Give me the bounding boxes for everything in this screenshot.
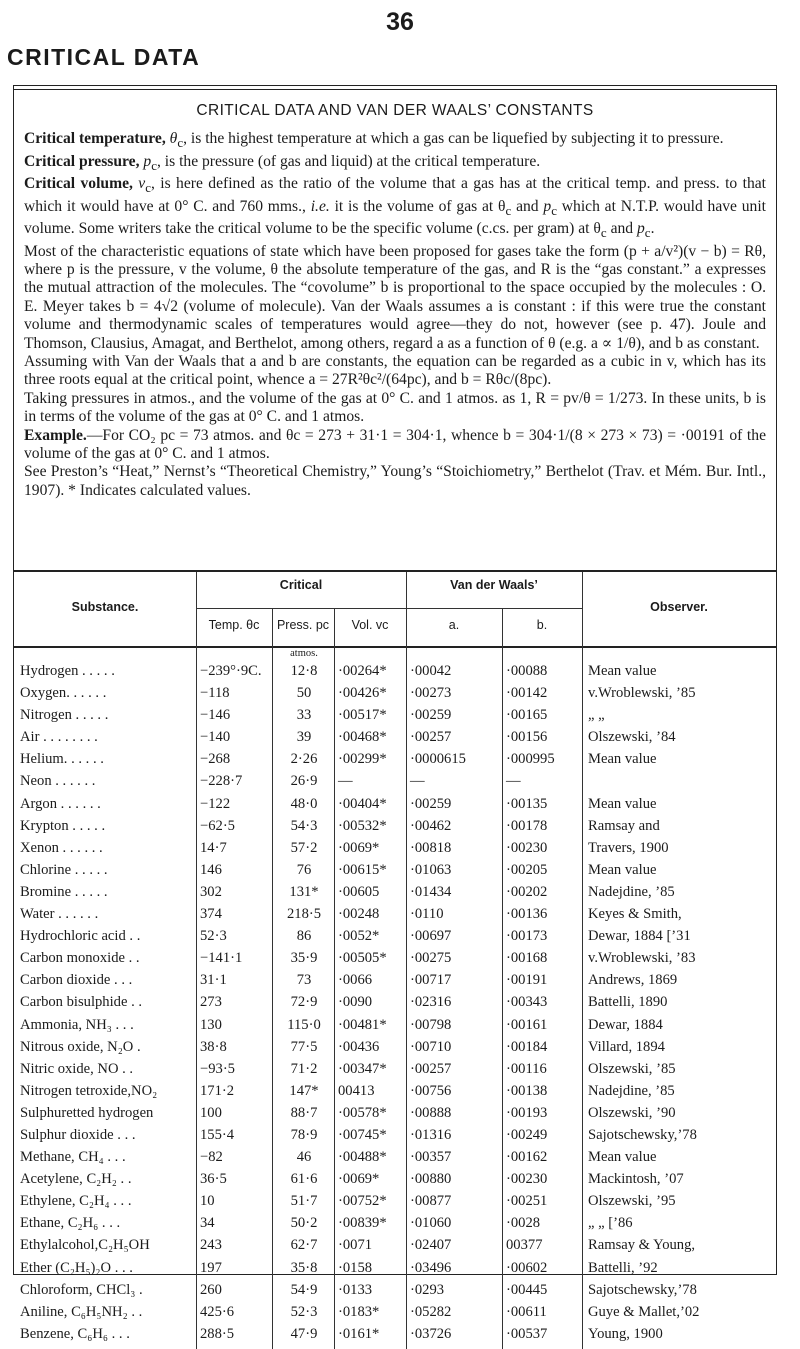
cell-temp: 34 xyxy=(200,1215,215,1232)
cell-b: ·00191 xyxy=(506,972,548,989)
cell-temp: −268 xyxy=(200,751,231,768)
cell-press: 61·6 xyxy=(290,1171,318,1188)
cell-observer: „ „ [’86 xyxy=(588,1215,633,1232)
col-rule xyxy=(502,608,503,646)
cell-observer: Ramsay & Young, xyxy=(588,1237,696,1254)
cell-substance: Carbon bisulphide . . xyxy=(20,994,143,1011)
cell-a: ·00818 xyxy=(410,839,452,856)
cell-temp: 36·5 xyxy=(200,1171,227,1188)
cell-vol: ·0133 xyxy=(338,1281,373,1298)
constants-table xyxy=(14,570,776,1345)
cell-press: 47·9 xyxy=(290,1325,318,1342)
cell-vol: ·00436 xyxy=(338,1038,380,1055)
cell-observer: Nadejdine, ’85 xyxy=(588,883,675,900)
header-observer: Observer. xyxy=(650,600,708,614)
cell-b: ·00205 xyxy=(506,861,548,878)
cell-vol: ·00481* xyxy=(338,1016,387,1033)
cell-temp: −141·1 xyxy=(200,950,243,967)
cell-b: ·00135 xyxy=(506,795,548,812)
cell-temp: 10 xyxy=(200,1193,215,1210)
cell-press: 88·7 xyxy=(290,1104,318,1121)
cell-b: ·00168 xyxy=(506,950,548,967)
cell-temp: 260 xyxy=(200,1281,222,1298)
cell-substance: Water . . . . . . xyxy=(20,906,99,923)
cell-b: ·00165 xyxy=(506,707,548,724)
cell-vol: ·00745* xyxy=(338,1126,387,1143)
cell-press: 62·7 xyxy=(290,1237,318,1254)
cell-temp: 100 xyxy=(200,1104,222,1121)
definition-critical-temperature: Critical temperature, $\theta_c$, is the highest temperature at which a gas can be liquefied by subjecting it to pressure. xyxy=(24,130,724,151)
cell-vol: ·00505* xyxy=(338,950,387,967)
cell-observer: Battelli, 1890 xyxy=(588,994,668,1011)
cell-temp: 374 xyxy=(200,906,222,923)
cell-a: ·0293 xyxy=(410,1281,445,1298)
col-rule xyxy=(582,572,583,646)
cell-a: ·01060 xyxy=(410,1215,452,1232)
header-b: b. xyxy=(536,618,548,632)
cell-vol: ·0052* xyxy=(338,928,380,945)
cell-b: ·00202 xyxy=(506,883,548,900)
cell-b: ·0028 xyxy=(506,1215,541,1232)
cell-observer: v.Wroblewski, ’83 xyxy=(588,950,696,967)
cell-temp: 52·3 xyxy=(200,928,227,945)
cell-observer: Mean value xyxy=(588,795,657,812)
cell-b: ·00230 xyxy=(506,839,548,856)
cell-b: ·00611 xyxy=(506,1303,547,1320)
table-row xyxy=(14,793,776,815)
cell-temp: 130 xyxy=(200,1016,222,1033)
cell-vol: — xyxy=(338,773,353,790)
cell-temp: −93·5 xyxy=(200,1060,235,1077)
cell-press: 71·2 xyxy=(290,1060,318,1077)
cell-a: ·03726 xyxy=(410,1325,452,1342)
cell-temp: 425·6 xyxy=(200,1303,235,1320)
cell-vol: ·00426* xyxy=(338,685,387,702)
cell-substance: Ethylene, C₂H₄ . . . xyxy=(20,1193,132,1210)
cell-observer: Mackintosh, ’07 xyxy=(588,1171,684,1188)
cell-substance: Krypton . . . . . xyxy=(20,817,106,834)
cell-press: 35·8 xyxy=(290,1259,318,1276)
header-press: Press. pc xyxy=(276,618,330,632)
cell-observer: Mean value xyxy=(588,1149,657,1166)
cell-substance: Oxygen. . . . . . xyxy=(20,685,107,702)
cell-vol: ·0066 xyxy=(338,972,373,989)
cell-vol: ·00404* xyxy=(338,795,387,812)
section-title: CRITICAL DATA AND VAN DER WAALS’ CONSTANTS xyxy=(196,102,594,119)
table-row xyxy=(14,726,776,748)
cell-vol: ·00517* xyxy=(338,707,387,724)
cell-observer: Sajotschewsky,’78 xyxy=(588,1281,697,1298)
cell-substance: Sulphur dioxide . . . xyxy=(20,1126,136,1143)
table-row xyxy=(14,1080,776,1102)
cell-observer: Mean value xyxy=(588,861,657,878)
cell-substance: Nitric oxide, NO . . xyxy=(20,1060,134,1077)
cell-a: ·00257 xyxy=(410,1060,452,1077)
cell-observer: Young, 1900 xyxy=(588,1325,663,1342)
cell-observer: Mean value xyxy=(588,663,657,679)
cell-a: ·00357 xyxy=(410,1149,452,1166)
cell-temp: 197 xyxy=(200,1259,222,1276)
cell-a: ·01434 xyxy=(410,883,452,900)
cell-press: 77·5 xyxy=(290,1038,318,1055)
cell-press: 12·8 xyxy=(290,663,318,679)
col-rule xyxy=(272,608,273,646)
cell-b: ·00136 xyxy=(506,906,548,923)
table-row xyxy=(14,969,776,991)
cell-observer: Ramsay and xyxy=(588,817,660,834)
references-paragraph: See Preston’s “Heat,” Nernst’s “Theoretical Chemistry,” Young’s “Stoichiometry,” Berthelot (Trav. et Mém. Bur. Intl., 1907). * Indicates calculated values. xyxy=(24,463,766,499)
cell-observer: Keyes & Smith, xyxy=(588,906,682,923)
cell-vol: ·00615* xyxy=(338,861,387,878)
cell-vol: ·00578* xyxy=(338,1104,387,1121)
cell-observer: Battelli, ’92 xyxy=(588,1259,658,1276)
cell-substance: Methane, CH₄ . . . xyxy=(20,1149,126,1166)
table-row xyxy=(14,815,776,837)
cell-substance: Ethane, C₂H₆ . . . xyxy=(20,1215,121,1232)
cell-substance: Benzene, C₆H₆ . . . xyxy=(20,1325,130,1342)
cell-press: 73 xyxy=(296,972,312,989)
cell-substance: Nitrogen . . . . . xyxy=(20,707,109,724)
cell-observer: „ „ xyxy=(588,707,605,724)
table-header xyxy=(14,570,776,648)
table-row xyxy=(14,748,776,770)
cell-press: 78·9 xyxy=(290,1126,318,1143)
cell-substance: Aniline, C₆H₅NH₂ . . xyxy=(20,1303,143,1320)
cell-a: ·00259 xyxy=(410,795,452,812)
cell-press: 115·0 xyxy=(287,1016,321,1033)
cell-observer: Olszewski, ’90 xyxy=(588,1104,676,1121)
cell-temp: −239°·9C. xyxy=(200,663,262,679)
cell-a: ·00877 xyxy=(410,1193,452,1210)
header-vol: Vol. vc xyxy=(351,618,389,632)
cell-observer: Mean value xyxy=(588,751,657,768)
header-a: a. xyxy=(448,618,460,632)
cell-a: ·00888 xyxy=(410,1104,452,1121)
cell-substance: Neon . . . . . . xyxy=(20,773,96,790)
cell-press: 46 xyxy=(296,1149,312,1166)
header-temp: Temp. θc xyxy=(208,618,260,632)
cell-vol: ·00839* xyxy=(338,1215,387,1232)
cell-a: ·00717 xyxy=(410,972,452,989)
cell-press: 218·5 xyxy=(286,906,322,923)
cell-press: 50·2 xyxy=(290,1215,318,1232)
table-row xyxy=(14,682,776,704)
cell-press: 54·3 xyxy=(290,817,318,834)
cell-press: 131* xyxy=(289,883,319,900)
cell-vol: ·00605 xyxy=(338,883,380,900)
cell-press: 50 xyxy=(296,685,312,702)
cell-a: ·00798 xyxy=(410,1016,452,1033)
cell-a: ·0110 xyxy=(410,906,444,923)
table-row xyxy=(14,1058,776,1080)
cell-vol: ·00264* xyxy=(338,663,387,679)
cell-a: ·00275 xyxy=(410,950,452,967)
cell-a: ·00259 xyxy=(410,707,452,724)
cell-substance: Acetylene, C₂H₂ . . xyxy=(20,1171,132,1188)
table-row xyxy=(14,925,776,947)
cell-press: 48·0 xyxy=(290,795,318,812)
cell-substance: Hydrogen . . . . . xyxy=(20,663,115,679)
cell-b: ·00156 xyxy=(506,729,548,746)
cell-a: — xyxy=(410,773,425,790)
cell-temp: 31·1 xyxy=(200,972,227,989)
cell-press: 2·26 xyxy=(290,751,318,768)
cell-temp: −62·5 xyxy=(200,817,235,834)
cell-observer: Olszewski, ’85 xyxy=(588,1060,676,1077)
cell-a: ·00042 xyxy=(410,663,452,679)
table-row xyxy=(14,770,776,792)
cell-vol: 00413 xyxy=(338,1082,375,1099)
frame-double-rule xyxy=(14,89,776,90)
cell-temp: 38·8 xyxy=(200,1038,227,1055)
cell-substance: Xenon . . . . . . xyxy=(20,839,103,856)
header-substance: Substance. xyxy=(71,600,139,614)
cell-temp: −140 xyxy=(200,729,231,746)
cell-temp: −82 xyxy=(200,1149,223,1166)
cell-a: ·03496 xyxy=(410,1259,452,1276)
cell-a: ·01063 xyxy=(410,861,452,878)
cell-temp: 155·4 xyxy=(200,1126,235,1143)
cell-substance: Argon . . . . . . xyxy=(20,795,101,812)
cell-temp: −146 xyxy=(200,707,231,724)
table-row xyxy=(14,881,776,903)
cell-a: ·00257 xyxy=(410,729,452,746)
cell-observer: Dewar, 1884 xyxy=(588,1016,663,1033)
cell-a: ·00697 xyxy=(410,928,452,945)
cell-substance: Sulphuretted hydrogen xyxy=(20,1104,154,1121)
cell-observer: Villard, 1894 xyxy=(588,1038,665,1055)
cell-temp: −118 xyxy=(200,685,230,702)
cell-substance: Ethylalcohol,C₂H₅OH xyxy=(20,1237,150,1254)
cell-substance: Nitrous oxide, N₂O . xyxy=(20,1038,141,1055)
cell-temp: 273 xyxy=(200,994,222,1011)
intro-text xyxy=(24,130,766,500)
header-critical: Critical xyxy=(279,578,323,592)
col-rule xyxy=(334,608,335,646)
cell-substance: Air . . . . . . . . xyxy=(20,729,98,746)
cell-vol: ·0069* xyxy=(338,839,380,856)
cell-substance: Nitrogen tetroxide,NO₂ xyxy=(20,1082,158,1099)
units-row xyxy=(14,648,776,660)
units-paragraph: Taking pressures in atmos., and the volume of the gas at 0° C. and 1 atmos. as 1, R = pv/θ = 1/273. In these units, b is in terms of the volume of the gas at 0° C. and 1 atmos. xyxy=(24,389,766,426)
cell-temp: 146 xyxy=(200,861,222,878)
cell-vol: ·0071 xyxy=(338,1237,373,1254)
table-row xyxy=(14,704,776,726)
cell-press: 54·9 xyxy=(290,1281,318,1298)
cell-vol: ·0069* xyxy=(338,1171,380,1188)
cell-b: ·00138 xyxy=(506,1082,548,1099)
table-row xyxy=(14,947,776,969)
table-row xyxy=(14,1168,776,1190)
cell-press: 35·9 xyxy=(290,950,318,967)
cell-vol: ·00347* xyxy=(338,1060,387,1077)
cell-a: ·00462 xyxy=(410,817,452,834)
cell-substance: Helium. . . . . . xyxy=(20,751,104,768)
running-head: CRITICAL DATA xyxy=(7,44,201,70)
cell-b: 00377 xyxy=(506,1237,543,1254)
table-row xyxy=(14,991,776,1013)
cell-b: ·00230 xyxy=(506,1171,548,1188)
cell-press: 39 xyxy=(296,729,312,746)
cell-a: ·05282 xyxy=(410,1303,452,1320)
cell-observer: Olszewski, ’84 xyxy=(588,729,676,746)
cell-temp: 171·2 xyxy=(200,1082,235,1099)
cell-b: ·00162 xyxy=(506,1149,548,1166)
cell-temp: 302 xyxy=(200,883,222,900)
cell-vol: ·0158 xyxy=(338,1259,373,1276)
cell-temp: 14·7 xyxy=(200,839,227,856)
cell-a: ·01316 xyxy=(410,1126,452,1143)
table-row xyxy=(14,1234,776,1256)
cell-b: ·00193 xyxy=(506,1104,548,1121)
cell-press: 147* xyxy=(289,1082,319,1099)
table-row xyxy=(14,660,776,682)
definition-critical-pressure: Critical pressure, $p_c$, is the pressure (of gas and liquid) at the critical temperature. xyxy=(24,152,541,173)
cell-substance: Ammonia, NH₃ . . . xyxy=(20,1016,134,1033)
cell-vol: ·00468* xyxy=(338,729,387,746)
cell-vol: ·00299* xyxy=(338,751,387,768)
cell-b: ·00251 xyxy=(506,1193,548,1210)
cell-b: ·00249 xyxy=(506,1126,548,1143)
cell-press: 57·2 xyxy=(290,839,318,856)
cell-b: ·00116 xyxy=(506,1060,547,1077)
cell-b: ·00445 xyxy=(506,1281,548,1298)
cell-substance: Ether (C₂H₅)₂O . . . xyxy=(20,1259,133,1276)
cell-press: 86 xyxy=(296,928,312,945)
cell-vol: ·0161* xyxy=(338,1325,380,1342)
cell-a: ·00756 xyxy=(410,1082,452,1099)
table-row xyxy=(14,1124,776,1146)
cell-b: ·00173 xyxy=(506,928,548,945)
cell-b: ·00088 xyxy=(506,663,548,679)
cell-press: 26·9 xyxy=(290,773,318,790)
cell-b: ·00161 xyxy=(506,1016,548,1033)
cell-a: ·0000615 xyxy=(410,751,466,768)
cell-a: ·02407 xyxy=(410,1237,452,1254)
table-body xyxy=(14,648,776,1345)
cell-press: 33 xyxy=(296,707,312,724)
table-row xyxy=(14,1146,776,1168)
cell-b: ·000995 xyxy=(506,751,555,768)
table-row xyxy=(14,1102,776,1124)
cell-substance: Bromine . . . . . xyxy=(20,883,108,900)
cell-press: 72·9 xyxy=(290,994,318,1011)
cell-a: ·02316 xyxy=(410,994,452,1011)
table-row xyxy=(14,1036,776,1058)
example-paragraph: Example.—For CO₂ pc = 73 atmos. and θc = 273 + 31·1 = 304·1, whence b = 304·1/(8 × 273 × 73) = ·00191 of the volume of the gas at 0° C. and 1 atmos. xyxy=(24,426,766,463)
page-number: 36 xyxy=(386,8,414,36)
cell-a: ·00273 xyxy=(410,685,452,702)
table-row xyxy=(14,1190,776,1212)
cubic-roots-paragraph: Assuming with Van der Waals that a and b are constants, the equation can be regarded as a cubic in v, which has its three roots equal at the critical point, whence a = 27R²θc²/(64pc), and b = Rθc/(8pc). xyxy=(24,353,766,389)
cell-b: ·00178 xyxy=(506,817,548,834)
table-row xyxy=(14,903,776,925)
cell-observer: Sajotschewsky,’78 xyxy=(588,1126,697,1143)
cell-temp: 243 xyxy=(200,1237,222,1254)
article-frame xyxy=(13,85,777,1342)
cell-b: ·00142 xyxy=(506,685,548,702)
cell-b: — xyxy=(506,773,521,790)
cell-b: ·00184 xyxy=(506,1038,548,1055)
table-row xyxy=(14,837,776,859)
cell-observer: Nadejdine, ’85 xyxy=(588,1082,675,1099)
cell-press: 52·3 xyxy=(290,1303,318,1320)
cell-substance: Chlorine . . . . . xyxy=(20,861,108,878)
cell-vol: ·00248 xyxy=(338,906,380,923)
col-rule xyxy=(196,572,197,646)
header-subrule xyxy=(196,608,582,609)
cell-a: ·00880 xyxy=(410,1171,452,1188)
cell-press: 51·7 xyxy=(290,1193,318,1210)
cell-observer: Dewar, 1884 [’31 xyxy=(588,928,691,945)
cell-temp: −228·7 xyxy=(200,773,243,790)
table-row xyxy=(14,1323,776,1345)
table-row xyxy=(14,1014,776,1036)
cell-substance: Chloroform, CHCl₃ . xyxy=(20,1281,143,1298)
cell-observer: Guye & Mallet,’02 xyxy=(588,1303,700,1320)
cell-observer: v.Wroblewski, ’85 xyxy=(588,685,696,702)
cell-b: ·00537 xyxy=(506,1325,548,1342)
table-row xyxy=(14,859,776,881)
cell-temp: 288·5 xyxy=(200,1325,235,1342)
equation-of-state-paragraph: Most of the characteristic equations of state which have been proposed for gases take the form (p + a/v²)(v − b) = Rθ, where p is the pressure, v the volume, θ the absolute temperature of the gas, and R is the “gas constant.” a expresses the mutual attraction of the molecules. The “covolume” b is proportional to the space occupied by the molecules : O. E. Meyer takes b = 4√2 (volume of molecule). Van der Waals assumes a is constant : if this were true the constant volume and thermodynamic scales of temperatures would agree—they do not, however (see p. 47). Joule and Thomson, Clausius, Amagat, and Berthelot, among others, regard a as a function of θ (e.g. a ∝ 1/θ), and b as constant. xyxy=(24,242,766,352)
cell-vol: ·00752* xyxy=(338,1193,387,1210)
table-row xyxy=(14,1301,776,1323)
definition-critical-volume: Critical volume, $v_c$, is here defined as the ratio of the volume that a gas has at the critical temp. and press. to that which it would have at 0° C. and 760 mms., i.e. it is the volume of gas at $\theta_c$ and $p_c$ which at N.T.P. would have unit volume. Some writers take the critical volume to be the specific volume (c.cs. per gram) at $\theta_c$ and $p_c$. xyxy=(24,175,767,241)
cell-substance: Hydrochloric acid . . xyxy=(20,928,141,945)
cell-b: ·00602 xyxy=(506,1259,548,1276)
cell-observer: Travers, 1900 xyxy=(588,839,669,856)
cell-observer: Olszewski, ’95 xyxy=(588,1193,676,1210)
cell-b: ·00343 xyxy=(506,994,548,1011)
cell-vol: ·00488* xyxy=(338,1149,387,1166)
cell-temp: −122 xyxy=(200,795,231,812)
col-rule xyxy=(406,572,407,646)
header-van-der-waals: Van der Waals’ xyxy=(450,578,538,592)
cell-a: ·00710 xyxy=(410,1038,452,1055)
cell-vol: ·00532* xyxy=(338,817,387,834)
cell-press: 76 xyxy=(296,861,312,878)
table-row xyxy=(14,1212,776,1234)
cell-substance: Carbon dioxide . . . xyxy=(20,972,133,989)
units-press: atmos. xyxy=(290,648,318,659)
cell-vol: ·0183* xyxy=(338,1303,380,1320)
table-row xyxy=(14,1257,776,1279)
cell-observer: Andrews, 1869 xyxy=(588,972,678,989)
cell-vol: ·0090 xyxy=(338,994,373,1011)
cell-substance: Carbon monoxide . . xyxy=(20,950,140,967)
